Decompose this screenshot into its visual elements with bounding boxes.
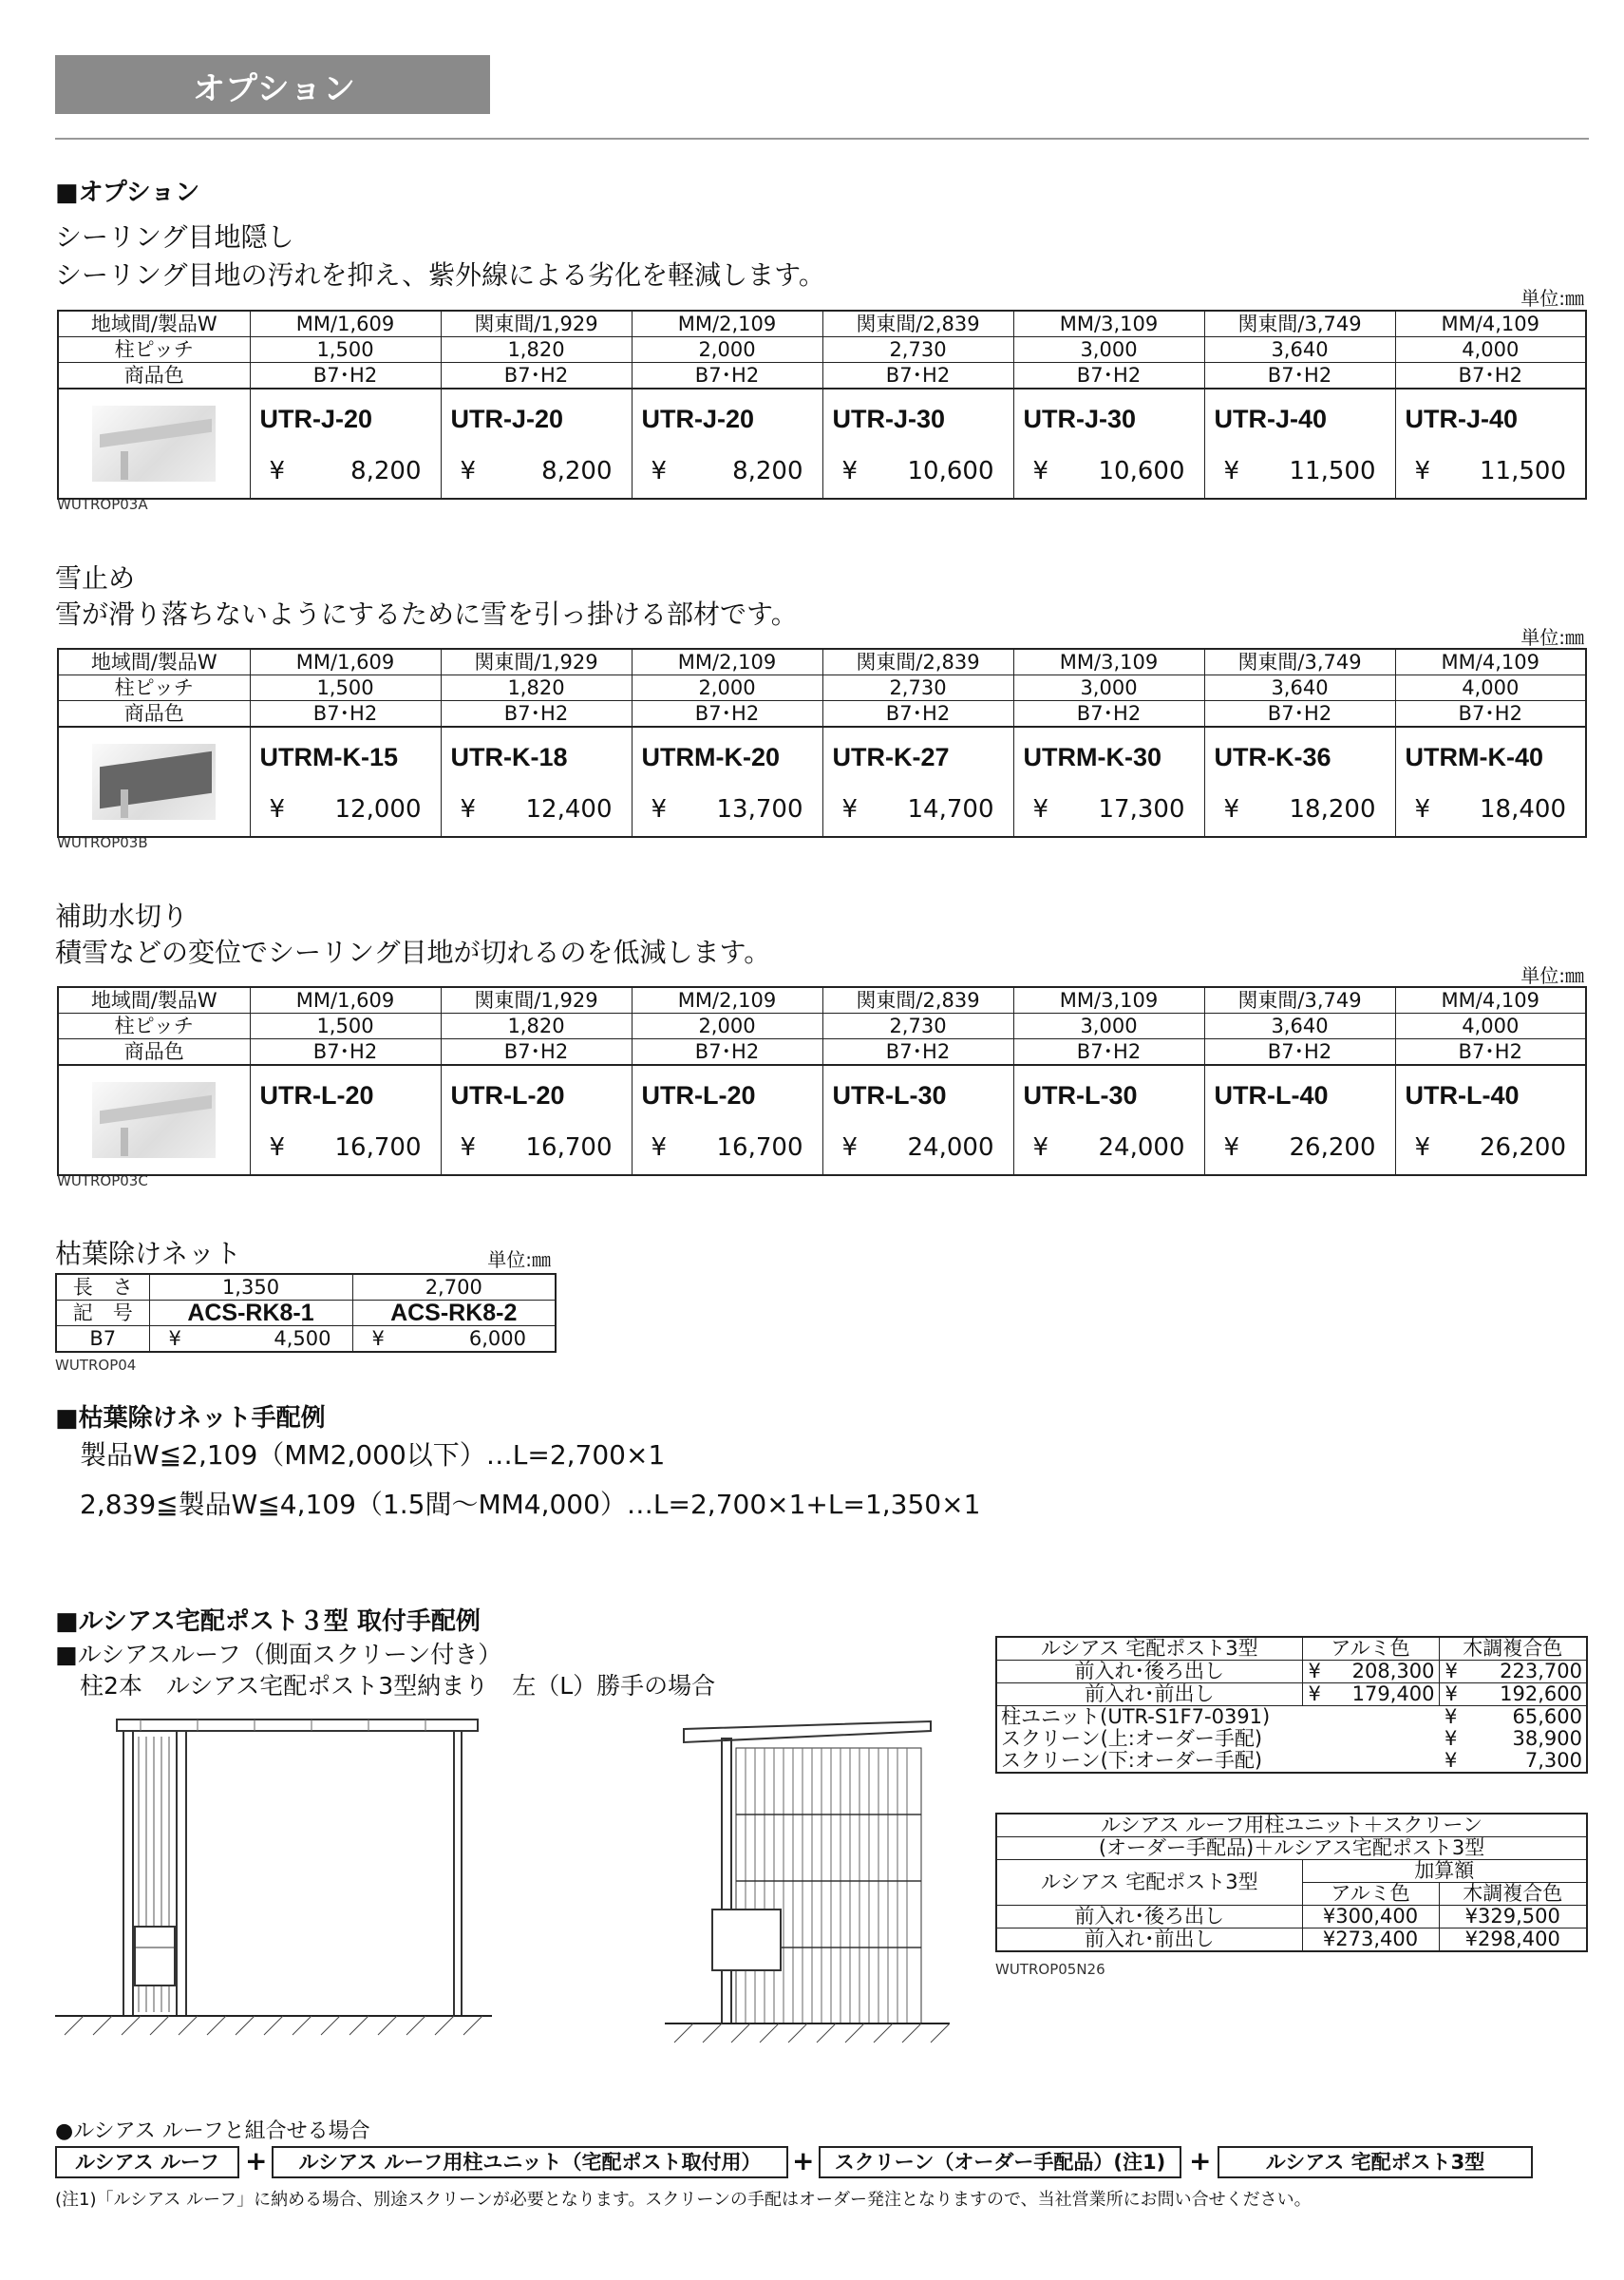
product-number: UTR-J-30 [822,389,1013,448]
column-header: 関東間/3,749 [1204,649,1395,675]
option-code: WUTROP03B [57,834,148,851]
product-image [58,1065,250,1175]
price-cell [822,448,1013,499]
net-price-1 [149,1326,352,1353]
price-cell [250,448,441,499]
pitch-cell: 1,500 [250,675,441,701]
color-cell: B7･H2 [822,701,1013,728]
post-price-table [995,1636,1588,1774]
price-amount: 24,000 [1098,1133,1185,1162]
product-photo-icon [92,406,216,482]
price2-row-wood: ¥329,500 [1439,1906,1587,1928]
color-cell: B7･H2 [632,701,822,728]
yen-sign: ¥ [1223,795,1240,824]
price1-row-wood-amount: 223,700 [1500,1660,1582,1682]
yen-sign: ¥ [1445,1750,1458,1772]
price-amount: 18,200 [1289,795,1376,824]
price-amount: 12,400 [525,795,613,824]
column-header: MM/1,609 [250,987,441,1014]
yen-sign: ¥ [1223,1133,1240,1162]
price-cell [632,787,822,837]
combo-footnote: (注1)「ルシアス ルーフ」に納める場合、別途スクリーンが必要となります。スクリーンの手配はオーダー発注となりますので、当社営業所にお問い合せください。 [55,2190,1312,2210]
price-amount: 13,700 [716,795,803,824]
price2-row-label: 前入れ･後ろ出し [996,1906,1302,1928]
options-heading: ■オプション [55,179,200,207]
yen-sign: ¥ [651,1133,668,1162]
price2-row-label: 前入れ･前出し [996,1928,1302,1952]
net-code-label: 記 号 [56,1301,149,1326]
yen-sign: ¥ [460,457,477,485]
price-amount: 24,000 [907,1133,994,1162]
price-amount: 11,500 [1480,457,1566,485]
price-amount: 12,000 [334,795,422,824]
price-amount: 8,200 [732,457,803,485]
color-cell: B7･H2 [1013,1039,1204,1066]
net-len-1: 1,350 [149,1274,352,1301]
column-header: MM/1,609 [250,311,441,337]
column-header: MM/3,109 [1013,649,1204,675]
price1-row-alu-amount: 179,400 [1351,1682,1435,1705]
product-number: UTR-J-40 [1395,389,1586,448]
net-table [55,1273,557,1353]
product-number: UTRM-K-15 [250,727,441,787]
yen-sign: ¥ [1445,1705,1458,1728]
price-cell [1013,1125,1204,1175]
color-cell: B7･H2 [1013,363,1204,390]
extra-label: スクリーン(上:オーダー手配) [1001,1728,1263,1750]
combo-plus: + [245,2145,268,2176]
yen-sign: ¥ [269,795,286,824]
option-code: WUTROP03C [57,1172,148,1189]
pitch-cell: 1,820 [441,1014,632,1039]
net-price-2 [352,1326,556,1353]
net-example-line-2: 2,839≦製品W≦4,109（1.5間～MM4,000）…L=2,700×1+L=1,350×1 [80,1489,981,1520]
extra-label: 柱ユニット(UTR-S1F7-0391) [1001,1705,1271,1728]
yen-sign: ¥ [1445,1728,1458,1750]
yen-sign: ¥ [1032,457,1049,485]
color-cell: B7･H2 [441,701,632,728]
net-color-label: B7 [56,1326,149,1353]
net-code-2: ACS-RK8-2 [352,1301,556,1326]
column-header: MM/1,609 [250,649,441,675]
option-title: 雪止め [55,562,136,594]
extra-price [1439,1728,1587,1750]
price-cell [1395,787,1586,837]
combo-item-screen: スクリーン（オーダー手配品）(注1) [819,2146,1181,2178]
product-photo-icon [92,744,216,820]
price-cell [822,1125,1013,1175]
net-code: WUTROP04 [55,1357,137,1374]
pitch-cell: 4,000 [1395,337,1586,363]
net-title: 枯葉除けネット [55,1238,242,1269]
row-label: 柱ピッチ [58,1014,250,1039]
net-price-1-amount: 4,500 [274,1326,331,1350]
product-number: UTR-L-20 [632,1065,822,1125]
pitch-cell: 4,000 [1395,675,1586,701]
option-description: シーリング目地の汚れを抑え、紫外線による劣化を軽減します。 [55,259,825,291]
pitch-cell: 1,500 [250,337,441,363]
product-number: UTR-J-30 [1013,389,1204,448]
column-header: 関東間/1,929 [441,649,632,675]
color-cell: B7･H2 [1395,1039,1586,1066]
yen-sign: ¥ [1414,457,1431,485]
color-cell: B7･H2 [822,1039,1013,1066]
price2-head-1: ルシアス ルーフ用柱ユニット＋スクリーン [996,1814,1587,1837]
pitch-cell: 1,500 [250,1014,441,1039]
header-divider [55,138,1589,140]
product-number: UTR-J-20 [632,389,822,448]
column-header: 関東間/2,839 [822,987,1013,1014]
price2-row-wood: ¥298,400 [1439,1928,1587,1952]
row-label: 地域間/製品W [58,649,250,675]
yen-sign: ¥ [460,795,477,824]
color-cell: B7･H2 [250,701,441,728]
product-number: UTR-K-36 [1204,727,1395,787]
color-cell: B7･H2 [1395,363,1586,390]
net-price-2-amount: 6,000 [468,1326,526,1350]
pitch-cell: 3,000 [1013,337,1204,363]
yen-sign: ¥ [1223,457,1240,485]
column-header: MM/3,109 [1013,311,1204,337]
column-header: 関東間/1,929 [441,311,632,337]
price-amount: 16,700 [334,1133,422,1162]
extra-price [1439,1706,1587,1729]
net-example-title: ■枯葉除けネット手配例 [55,1404,326,1433]
pitch-cell: 3,640 [1204,675,1395,701]
price-cell [1204,448,1395,499]
price-cell [250,1125,441,1175]
section-header-title: オプション [193,70,356,108]
yen-sign: ¥ [841,795,859,824]
price1-row-alu [1302,1683,1439,1706]
color-cell: B7･H2 [632,1039,822,1066]
product-image [58,727,250,837]
price-cell [250,787,441,837]
combo-plus: + [1189,2145,1212,2176]
post-addition-table [995,1813,1588,1952]
row-label: 地域間/製品W [58,987,250,1014]
pitch-cell: 3,640 [1204,337,1395,363]
price-cell [822,787,1013,837]
price2-head-2: (オーダー手配品)＋ルシアス宅配ポスト3型 [996,1837,1587,1860]
column-header: 関東間/3,749 [1204,311,1395,337]
price-cell [1395,448,1586,499]
price-amount: 8,200 [350,457,422,485]
section-header-band [55,55,490,114]
combo-item-delivery-post: ルシアス 宅配ポスト3型 [1218,2146,1533,2178]
option-table-2 [57,648,1587,838]
post-code: WUTROP05N26 [995,1961,1105,1978]
product-number: UTR-K-27 [822,727,1013,787]
yen-sign: ¥ [1445,1660,1458,1682]
price-cell [632,448,822,499]
color-cell: B7･H2 [1013,701,1204,728]
extra-price-amount: 38,900 [1512,1728,1582,1750]
yen-sign: ¥ [1445,1682,1458,1705]
price-cell [1395,1125,1586,1175]
product-number: UTR-J-20 [250,389,441,448]
color-cell: B7･H2 [441,363,632,390]
column-header: MM/4,109 [1395,311,1586,337]
pitch-cell: 2,730 [822,1014,1013,1039]
yen-sign: ¥ [1308,1660,1321,1682]
option-description: 雪が滑り落ちないようにするために雪を引っ掛ける部材です。 [55,598,798,630]
pitch-cell: 4,000 [1395,1014,1586,1039]
row-label: 柱ピッチ [58,337,250,363]
pitch-cell: 2,000 [632,675,822,701]
front-view-drawing [55,1699,492,2060]
color-cell: B7･H2 [1204,701,1395,728]
product-number: UTR-K-18 [441,727,632,787]
extra-price-amount: 7,300 [1524,1750,1582,1772]
column-header: MM/4,109 [1395,649,1586,675]
post-subtitle-2: 柱2本 ルシアス宅配ポスト3型納まり 左（L）勝手の場合 [80,1672,716,1700]
option-description: 積雪などの変位でシーリング目地が切れるのを低減します。 [55,937,771,968]
column-header: MM/2,109 [632,987,822,1014]
price2-row-alu: ¥300,400 [1302,1906,1439,1928]
price1-row-wood [1439,1661,1587,1683]
yen-sign: ¥ [1414,795,1431,824]
price2-add-label: 加算額 [1302,1860,1587,1883]
color-cell: B7･H2 [441,1039,632,1066]
row-label: 地域間/製品W [58,311,250,337]
price-cell [1204,787,1395,837]
pitch-cell: 2,730 [822,675,1013,701]
price-amount: 10,600 [1098,457,1185,485]
net-len-2: 2,700 [352,1274,556,1301]
price-amount: 10,600 [907,457,994,485]
pitch-cell: 1,820 [441,337,632,363]
product-number: UTR-L-40 [1395,1065,1586,1125]
color-cell: B7･H2 [1395,701,1586,728]
pitch-cell: 2,000 [632,337,822,363]
price-amount: 17,300 [1098,795,1185,824]
yen-sign: ¥ [168,1326,181,1350]
price2-label: ルシアス 宅配ポスト3型 [996,1860,1302,1906]
yen-sign: ¥ [651,457,668,485]
column-header: 関東間/1,929 [441,987,632,1014]
unit-label: 単位:㎜ [1520,964,1584,987]
color-cell: B7･H2 [250,363,441,390]
side-view-drawing [665,1710,950,2062]
price-cell [441,448,632,499]
column-header: MM/2,109 [632,649,822,675]
column-header: 関東間/2,839 [822,649,1013,675]
product-number: UTR-L-20 [441,1065,632,1125]
pitch-cell: 3,000 [1013,675,1204,701]
product-number: UTR-J-20 [441,389,632,448]
color-cell: B7･H2 [250,1039,441,1066]
net-len-label: 長 さ [56,1274,149,1301]
pitch-cell: 2,000 [632,1014,822,1039]
price1-head-name: ルシアス 宅配ポスト3型 [996,1637,1302,1661]
product-photo-icon [92,1082,216,1158]
post-subtitle-1: ■ルシアスルーフ（側面スクリーン付き） [55,1641,502,1668]
unit-label: 単位:㎜ [1520,626,1584,649]
combo-item-roof: ルシアス ルーフ [55,2146,239,2178]
price-cell [441,1125,632,1175]
combo-title: ●ルシアス ルーフと組合せる場合 [55,2119,370,2143]
price1-row-wood-amount: 192,600 [1500,1682,1582,1705]
price-amount: 26,200 [1289,1133,1376,1162]
color-cell: B7･H2 [1204,1039,1395,1066]
extra-label: スクリーン(下:オーダー手配) [1001,1750,1263,1772]
yen-sign: ¥ [1308,1682,1321,1705]
price2-col-alu: アルミ色 [1302,1883,1439,1906]
price-amount: 26,200 [1480,1133,1566,1162]
option-code: WUTROP03A [57,496,148,513]
price-cell [1204,1125,1395,1175]
price1-row-alu [1302,1661,1439,1683]
combo-plus: + [792,2145,815,2176]
pitch-cell: 3,000 [1013,1014,1204,1039]
row-label: 商品色 [58,701,250,728]
price-cell [1013,448,1204,499]
product-number: UTRM-K-30 [1013,727,1204,787]
unit-label: 単位:㎜ [1520,287,1584,310]
price-cell [1013,787,1204,837]
product-number: UTR-L-30 [822,1065,1013,1125]
product-number: UTRM-K-20 [632,727,822,787]
extra-price [1439,1750,1587,1773]
yen-sign: ¥ [841,1133,859,1162]
product-number: UTRM-K-40 [1395,727,1586,787]
option-title: 補助水切り [55,901,189,932]
price-amount: 14,700 [907,795,994,824]
product-number: UTR-L-30 [1013,1065,1204,1125]
net-example-line-1: 製品W≦2,109（MM2,000以下）…L=2,700×1 [80,1439,666,1471]
price1-row-wood [1439,1683,1587,1706]
price1-row-label: 前入れ･前出し [996,1683,1302,1706]
combo-item-post-unit: ルシアス ルーフ用柱ユニット（宅配ポスト取付用） [272,2146,788,2178]
net-code-1: ACS-RK8-1 [149,1301,352,1326]
product-number: UTR-L-40 [1204,1065,1395,1125]
price2-row-alu: ¥273,400 [1302,1928,1439,1952]
option-title: シーリング目地隠し [55,221,294,253]
price-cell [441,787,632,837]
price1-head-wood: 木調複合色 [1439,1637,1587,1661]
post-title: ■ルシアス宅配ポスト３型 取付手配例 [55,1607,481,1636]
price-amount: 16,700 [716,1133,803,1162]
color-cell: B7･H2 [1204,363,1395,390]
pitch-cell: 1,820 [441,675,632,701]
price1-row-alu-amount: 208,300 [1351,1660,1435,1682]
pitch-cell: 3,640 [1204,1014,1395,1039]
option-table-3 [57,986,1587,1176]
pitch-cell: 2,730 [822,337,1013,363]
yen-sign: ¥ [460,1133,477,1162]
product-number: UTR-L-20 [250,1065,441,1125]
yen-sign: ¥ [269,457,286,485]
column-header: MM/4,109 [1395,987,1586,1014]
price-amount: 16,700 [525,1133,613,1162]
color-cell: B7･H2 [632,363,822,390]
price1-row-label: 前入れ･後ろ出し [996,1661,1302,1683]
price2-col-wood: 木調複合色 [1439,1883,1587,1906]
yen-sign: ¥ [651,795,668,824]
yen-sign: ¥ [841,457,859,485]
net-unit: 単位:㎜ [487,1248,551,1271]
price-amount: 8,200 [541,457,613,485]
yen-sign: ¥ [1032,795,1049,824]
yen-sign: ¥ [1032,1133,1049,1162]
price-amount: 18,400 [1480,795,1566,824]
product-number: UTR-J-40 [1204,389,1395,448]
price-amount: 11,500 [1289,457,1376,485]
color-cell: B7･H2 [822,363,1013,390]
yen-sign: ¥ [269,1133,286,1162]
yen-sign: ¥ [371,1326,385,1350]
column-header: 関東間/3,749 [1204,987,1395,1014]
price1-head-alu: アルミ色 [1302,1637,1439,1661]
option-table-1 [57,310,1587,500]
column-header: MM/3,109 [1013,987,1204,1014]
row-label: 商品色 [58,363,250,390]
product-image [58,389,250,499]
column-header: MM/2,109 [632,311,822,337]
extra-price-amount: 65,600 [1512,1705,1582,1728]
price-cell [632,1125,822,1175]
row-label: 商品色 [58,1039,250,1066]
yen-sign: ¥ [1414,1133,1431,1162]
column-header: 関東間/2,839 [822,311,1013,337]
row-label: 柱ピッチ [58,675,250,701]
